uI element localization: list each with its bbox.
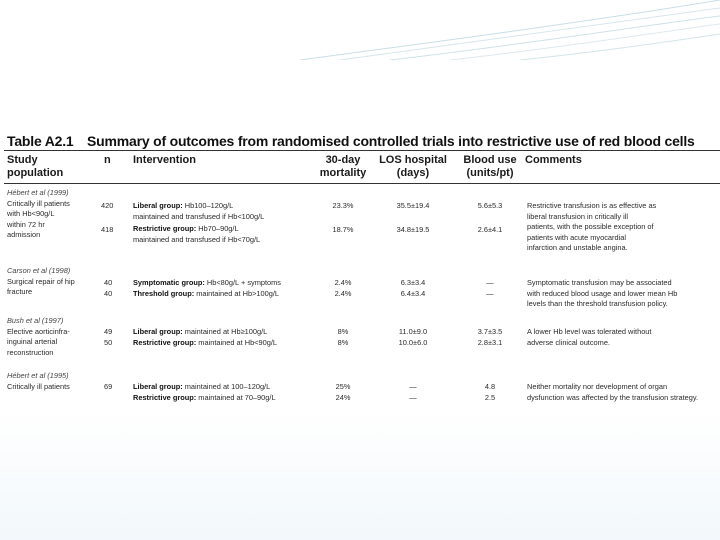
study-1-blood-liberal: 5.6±5.3 — [477, 201, 503, 210]
study-3-n: 49 50 — [104, 327, 113, 347]
study-4-comments: Neither mortality nor development of organ dysfunction was affected by the transfusion strategy. — [527, 382, 699, 402]
study-2-mortality: 2.4% 2.4% — [334, 278, 352, 298]
study-2-comments: Symptomatic transfusion may be associated with reduced blood usage and lower mean Hb levels than the threshold transfusion policy. — [527, 278, 678, 309]
top-rule — [4, 150, 720, 151]
study-2-intervention: Symptomatic group: Hb<80g/L + symptoms Threshold group: maintained at Hb>100g/L — [133, 278, 281, 298]
table-label: Table A2.1 — [7, 133, 74, 149]
study-1-n-liberal: 420 — [101, 201, 114, 210]
study-4-blood: 4.8 2.5 — [484, 382, 496, 402]
study-4-mortality: 25% 24% — [335, 382, 351, 402]
study-1-comments: Restrictive transfusion is as effective as liberal transfusion in critically ill patients, with the possible exception of patients with acute myocardial infarction and unstable angina. — [527, 201, 657, 253]
header-n: n — [104, 154, 111, 166]
study-1-mortality-liberal: 23.3% — [332, 201, 354, 210]
header-population: Study population — [7, 154, 64, 179]
header-comments: Comments — [525, 154, 582, 166]
study-1-blood-restrictive: 2.6±4.1 — [477, 225, 503, 234]
table-document — [0, 131, 720, 410]
study-4-intervention: Liberal group: maintained at 100–120g/L Restrictive group: maintained at 70–90g/L — [133, 382, 276, 402]
study-3-comments: A lower Hb level was tolerated without adverse clinical outcome. — [527, 327, 652, 347]
header-rule — [4, 183, 720, 184]
study-3-mortality: 8% 8% — [337, 327, 349, 347]
study-3-los: 11.0±9.0 10.0±6.0 — [398, 327, 428, 347]
header-los: LOS hospital (days) — [379, 154, 447, 179]
study-2-n: 40 40 — [104, 278, 113, 298]
header-blood-use: Blood use (units/pt) — [463, 154, 517, 179]
study-3-population: Bush et al (1997) Elective aorticinfra- inguinal arterial reconstruction — [7, 316, 70, 357]
study-4-population: Hébert et al (1995) Critically ill patients — [7, 371, 70, 391]
study-1-los-restrictive: 34.8±19.5 — [396, 225, 430, 234]
study-1-mortality-restrictive: 18.7% — [332, 225, 354, 234]
study-1-intervention: Liberal group: Hb100–120g/L maintained and transfused if Hb<100g/L Restrictive group: Hb70–90g/L maintained and transfused if Hb<70g/L — [133, 201, 265, 244]
decorative-swoosh-lines — [300, 0, 720, 60]
study-2-blood: — — — [486, 278, 494, 298]
study-4-n: 69 — [104, 382, 113, 391]
study-2-population: Carson et al (1998) Surgical repair of hip fracture — [7, 266, 75, 297]
study-3-blood: 3.7±3.5 2.8±3.1 — [477, 327, 503, 347]
study-1-los-liberal: 35.5±19.4 — [396, 201, 430, 210]
slide-lower-area — [0, 410, 720, 540]
table-caption: Summary of outcomes from randomised controlled trials into restrictive use of red blood cells — [87, 133, 695, 149]
study-1-population: Hébert et al (1999) Critically ill patients with Hb<90g/L within 72 hr admission — [7, 188, 70, 240]
study-3-intervention: Liberal group: maintained at Hb≥100g/L Restrictive group: maintained at Hb<90g/L — [133, 327, 277, 347]
header-intervention: Intervention — [133, 154, 196, 166]
table-title — [7, 133, 695, 149]
study-4-los: — — — [409, 382, 417, 402]
study-1-n-restrictive: 418 — [101, 225, 114, 234]
header-mortality: 30-day mortality — [319, 154, 367, 179]
study-2-los: 6.3±3.4 6.4±3.4 — [400, 278, 426, 298]
